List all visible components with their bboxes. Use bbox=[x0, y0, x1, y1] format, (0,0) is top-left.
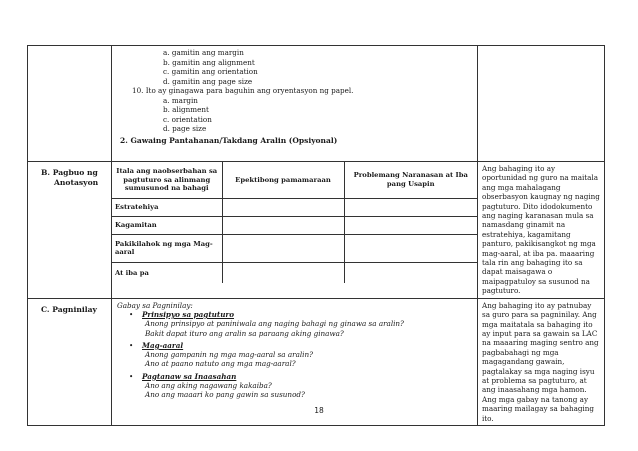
section-b-label bbox=[28, 162, 111, 188]
page-number: 18 bbox=[314, 406, 324, 415]
guide-question: Ano at paano natuto ang mga mag-aaral? bbox=[145, 359, 296, 369]
bullet-icon: • bbox=[129, 371, 134, 381]
group-mag-aaral bbox=[117, 341, 477, 350]
empty-notes-cell bbox=[478, 46, 605, 162]
choice-a: a. gamitin ang margin bbox=[163, 48, 244, 57]
section-c-label: C. Pagninilay bbox=[41, 304, 97, 314]
q10-choice-b: b. alignment bbox=[163, 105, 209, 114]
q10-choice-d: d. page size bbox=[163, 124, 207, 133]
question-10: 10. Ito ay ginagawa para baguhin ang oryentasyon ng papel. bbox=[132, 86, 354, 95]
quiz-items-cell bbox=[112, 46, 478, 162]
choice-b: b. gamitin ang alignment bbox=[163, 57, 255, 67]
guide-question: Anong prinsipyo at paniniwala ang naging bahagi ng ginawa sa aralin? bbox=[145, 319, 404, 329]
cell-empty bbox=[344, 262, 477, 283]
cell-empty bbox=[222, 198, 344, 216]
guide-question: Anong gampanin ng mga mag-aaral sa aralin? bbox=[145, 350, 313, 360]
observation-row bbox=[112, 262, 477, 283]
observation-row bbox=[112, 234, 477, 262]
group-title: Prinsipyo sa pagtuturo bbox=[142, 309, 235, 319]
cell-empty bbox=[344, 198, 477, 216]
cell-empty bbox=[344, 234, 477, 262]
observation-row bbox=[112, 216, 477, 234]
row-estratehiya: Estratehiya bbox=[112, 198, 222, 216]
cell-empty bbox=[344, 216, 477, 234]
choice-c: c. gamitin ang orientation bbox=[163, 67, 258, 76]
observation-table bbox=[112, 162, 477, 283]
section-b-label-line2: Anotasyon bbox=[54, 178, 99, 187]
bullet-icon: • bbox=[129, 309, 134, 319]
row-at-iba-pa: At iba pa bbox=[112, 262, 222, 283]
observation-header-row bbox=[112, 162, 477, 198]
section-b-label-line1: B. Pagbuo ng bbox=[41, 168, 98, 177]
group-pagtanaw bbox=[117, 372, 477, 381]
bullet-icon: • bbox=[129, 340, 134, 350]
section-2-heading: 2. Gawaing Pantahanan/Takdang Aralin (Opsiyonal) bbox=[120, 135, 338, 145]
lesson-log-table bbox=[27, 45, 605, 426]
group-prinsipyo bbox=[117, 310, 477, 319]
section-c-description: Ang bahaging ito ay patnubay sa guro para sa pagninilay. Ang mga maitatala sa bahaging ito ay input para sa gawain sa LAC na maaaring maging sentro ang pagbabahagi ng mga magagandang gawain, pagtalakay sa mga naging isyu at problema sa pagtuturo, at ang inaasahang mga hamon. Ang mga gabay na tanong ay maaring mailagay sa bahaging ito. bbox=[482, 300, 599, 423]
cell-empty bbox=[222, 216, 344, 234]
label-cell-b bbox=[28, 162, 112, 299]
continuation-row bbox=[28, 46, 605, 162]
header-observation: Itala ang naobserbahan sa pagtuturo sa alinmang sumusunod na bahagi bbox=[112, 162, 222, 198]
group-title: Mag-aaral bbox=[142, 340, 184, 350]
observation-row bbox=[112, 198, 477, 216]
choice-d: d. gamitin ang page size bbox=[163, 76, 253, 86]
section-b-description: Ang bahaging ito ay oportunidad ng guro na maitala ang mga mahalagang obserbasyon kaugnay ng naging pagtuturo. Dito idodokumento ang naging karanasan mula sa namasdang ginamit na estratehiya, kagamitang panturo, pakikisangkot ng mga mag-aaral, at iba pa. maaaring tala rin ang bahaging ito sa dapat maisagawa o maipagpatuloy sa susunod na pagtuturo. bbox=[482, 164, 600, 296]
group-title: Pagtanaw sa Inaasahan bbox=[142, 371, 237, 381]
header-effective-method: Epektibong pamamaraan bbox=[222, 162, 344, 198]
row-kagamitan: Kagamitan bbox=[112, 216, 222, 234]
notes-cell-b bbox=[478, 162, 605, 299]
row-pakikilahok: Pakikilahok ng mga Mag-aaral bbox=[112, 234, 222, 262]
row-pagbuo-ng-anotasyon bbox=[28, 162, 605, 299]
q10-choice-c: c. orientation bbox=[163, 114, 212, 124]
q10-choice-a: a. margin bbox=[163, 95, 198, 105]
observation-cell bbox=[112, 162, 478, 299]
guide-title: Gabay sa Pagninilay: bbox=[117, 300, 193, 310]
guide-question: Ano ang maaari ko pang gawin sa susunod? bbox=[145, 390, 305, 400]
reflection-guide bbox=[112, 299, 477, 402]
quiz-items bbox=[112, 46, 477, 148]
empty-label-cell bbox=[28, 46, 112, 162]
guide-question: Bakit dapat ituro ang aralin sa paraang aking ginawa? bbox=[145, 328, 344, 338]
guide-question: Ano ang aking nagawang kakaiba? bbox=[145, 381, 272, 391]
cell-empty bbox=[222, 234, 344, 262]
header-problems: Problemang Naranasan at Iba pang Usapin bbox=[344, 162, 477, 198]
cell-empty bbox=[222, 262, 344, 283]
